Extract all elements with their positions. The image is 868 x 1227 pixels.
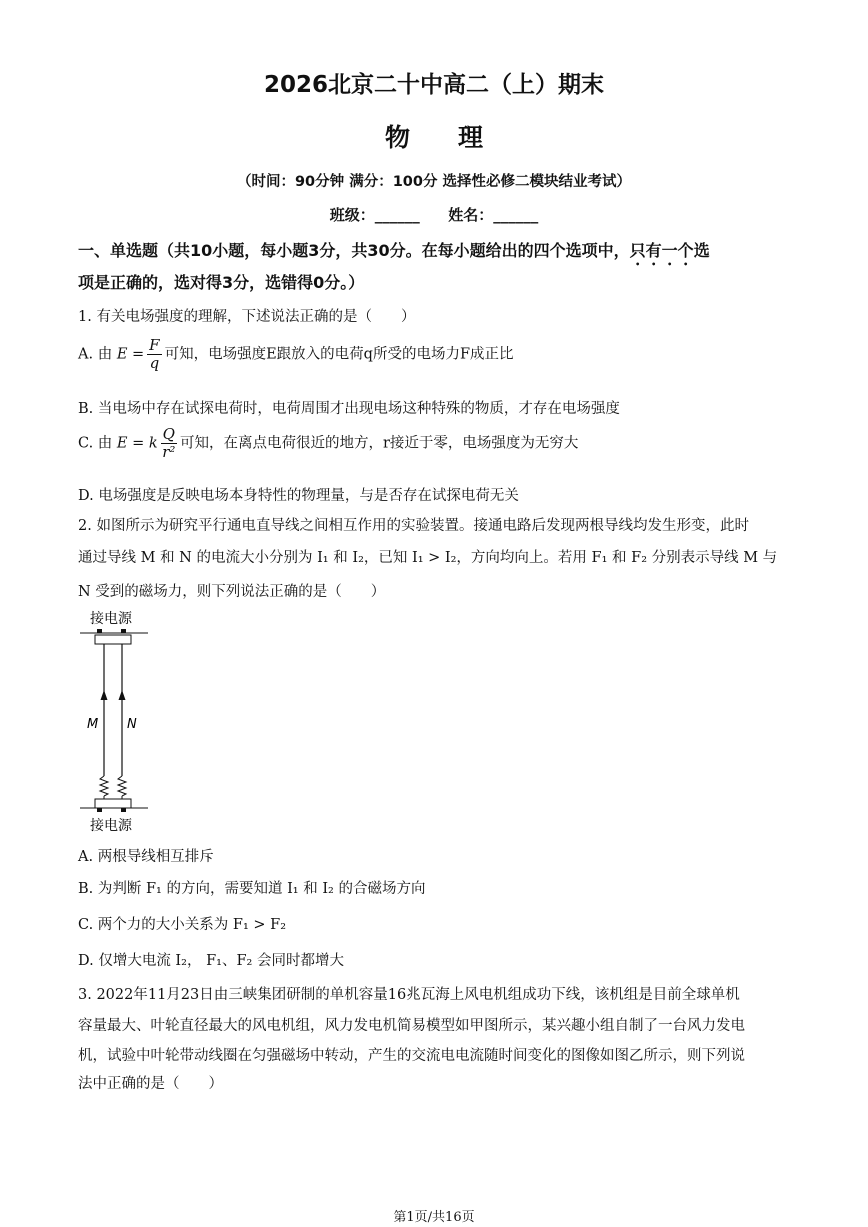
class-blank: ______ <box>374 206 420 224</box>
q2-option-a: A. 两根导线相互排斥 <box>78 849 214 865</box>
page-number: 第1页/共16页 <box>393 1210 475 1225</box>
q1-option-d: D. 电场强度是反映电场本身特性的物理量，与是否存在试探电荷无关 <box>78 488 519 504</box>
q1-option-b: B. 当电场中存在试探电荷时，电荷周围才出现电场这种特殊的物质，才存在电场强度 <box>78 401 620 417</box>
q3-line2: 容量最大、叶轮直径最大的风电机组，风力发电机简易模型如甲图所示，某兴趣小组自制了一台风力发电 <box>78 1018 745 1034</box>
q1-c-fraction: $\frac{Q}{\text{r²}}$ <box>162 425 176 461</box>
figure-top-label: 接电源 <box>90 611 132 627</box>
figure-bottom-label: 接电源 <box>90 818 132 834</box>
student-info-line <box>0 204 868 225</box>
wire-n-label: N <box>127 717 137 732</box>
q1-stem: 1. 有关电场强度的理解，下述说法正确的是（ ） <box>78 309 416 325</box>
q1-option-c: C. 由 E = k $\frac{Q}{\text{r²}}$ 可知，在离点电荷很近的地方，r接近于零，电场强度为无穷大 <box>78 425 579 461</box>
name-blank: ______ <box>493 206 539 224</box>
q1-a-fraction: $\frac{F}{q}$ <box>149 336 160 372</box>
q3-line1: 3. 2022年11月23日由三峡集团研制的单机容量16兆瓦海上风电机组成功下线，该机组是目前全球单机 <box>78 987 740 1003</box>
q2-option-b: B. 为判断 F₁ 的方向，需要知道 I₁ 和 I₂ 的合磁场方向 <box>78 881 426 897</box>
q1-a-formula: E = <box>116 346 145 363</box>
q2-line3: N 受到的磁场力，则下列说法正确的是（ ） <box>78 584 386 600</box>
name-label: 姓名： <box>448 206 494 224</box>
q1-option-a: A. 由 E = $\frac{F}{q}$ 可知，电场强度E跟放入的电荷q所受的电场力F成正比 <box>78 336 514 372</box>
section-heading-line2: 项是正确的，选对得3分，选错得0分。） <box>78 273 365 292</box>
subject-title: 物理 <box>384 123 531 152</box>
q2-line1: 2. 如图所示为研究平行通电直导线之间相互作用的实验装置。接通电路后发现两根导线均发生形变，此时 <box>78 518 749 534</box>
wire-m-label: M <box>87 717 99 732</box>
section-heading-line1: 一、单选题（共10小题，每小题3分，共30分。在每小题给出的四个选项中，只有一个选 <box>78 241 710 260</box>
q1-c-formula: E = k <box>116 435 158 452</box>
parallel-wires-figure <box>78 606 158 838</box>
q2-line2: 通过导线 M 和 N 的电流大小分别为 I₁ 和 I₂，已知 I₁ > I₂，方向均向上。若用 F₁ 和 F₂ 分别表示导线 M 与 <box>78 550 778 566</box>
q2-option-d: D. 仅增大电流 I₂， F₁、F₂ 会同时都增大 <box>78 953 344 969</box>
exam-info: （时间：90分钟 满分：100分 选择性必修二模块结业考试） <box>236 174 632 190</box>
q2-option-c: C. 两个力的大小关系为 F₁ > F₂ <box>78 917 287 933</box>
class-label: 班级： <box>329 206 375 224</box>
q3-line4: 法中正确的是（ ） <box>78 1076 223 1092</box>
q3-line3: 机，试验中叶轮带动线圈在匀强磁场中转动，产生的交流电电流随时间变化的图像如图乙所示，则下列说 <box>78 1048 745 1064</box>
emphasized-only-one: 只有一个 <box>629 241 694 260</box>
exam-title: 2026北京二十中高二（上）期末 <box>263 72 604 98</box>
